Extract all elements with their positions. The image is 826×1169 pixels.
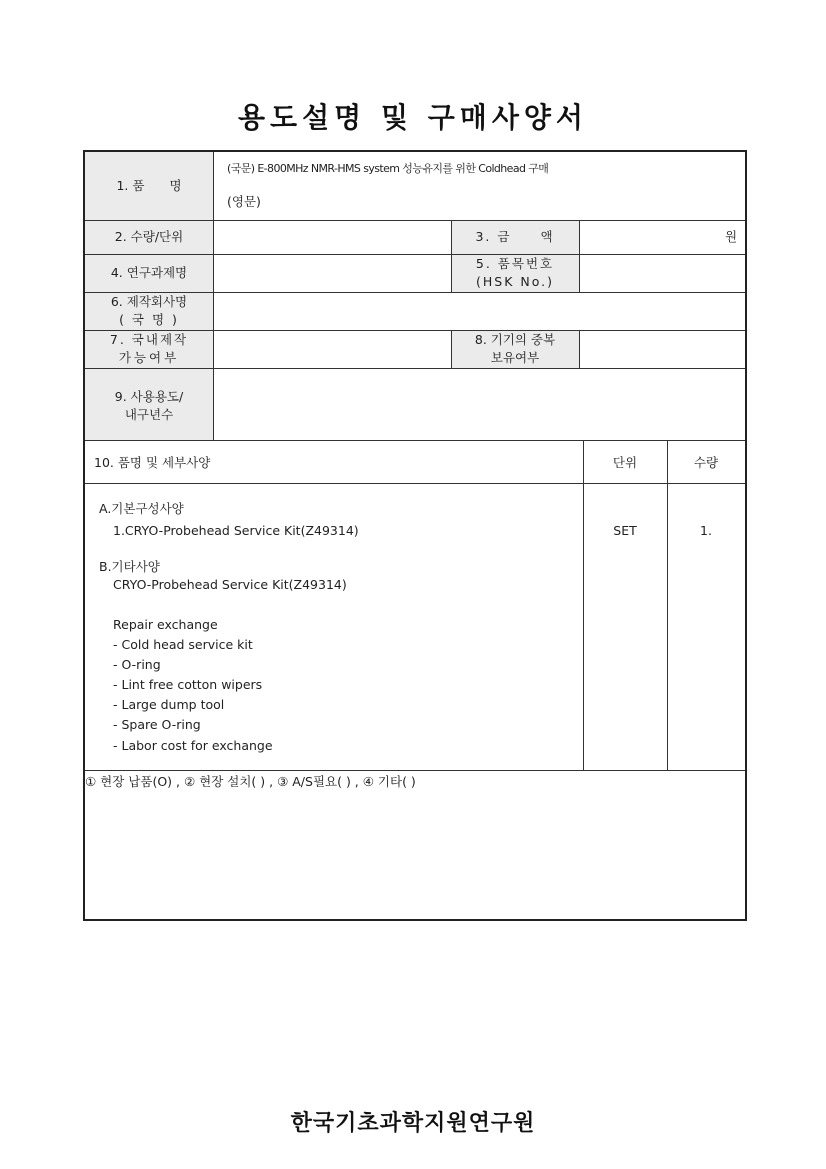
repair-item: - O-ring [113,657,161,672]
manufacturer-label: 6. 제작회사명 [110,294,188,309]
item-name-korean: (국문) E-800MHz NMR-HMS system 성능유지를 위한 Coldhead 구매 [227,162,549,175]
domestic-production-label: 7. 국내제작 [109,332,189,347]
footer-organization: 한국기초과학지원연구원 [290,1111,536,1136]
repair-item: - Large dump tool [113,697,225,712]
repair-item: - Spare O-ring [113,717,201,732]
unit-header: 단위 [612,455,638,470]
item-number-label: 5. 품목번호 [475,256,555,271]
repair-title: Repair exchange [113,617,218,632]
section-a-title: A.기본구성사양 [99,501,184,516]
usage-label: 9. 사용용도/ [114,389,184,404]
spec-form-table [83,150,747,921]
manufacturer-country-label: ( 국 명 ) [119,312,179,327]
durability-label: 내구년수 [124,407,174,422]
amount-currency: 원 [725,229,738,244]
repair-item: - Labor cost for exchange [113,738,273,753]
spec-item-1-unit: SET [613,523,637,538]
repair-item: - Lint free cotton wipers [113,677,263,692]
repair-item: - Cold head service kit [113,637,253,652]
document-title: 용도설명 및 구매사양서 [238,101,588,134]
project-label: 4. 연구과제명 [110,265,188,280]
hsk-number-label: (HSK No.) [475,274,554,289]
duplicate-equipment-label: 8. 기기의 중복 [474,332,556,347]
section-b-item: CRYO-Probehead Service Kit(Z49314) [113,577,347,592]
delivery-options: ① 현장 납품(O) , ② 현장 설치( ) , ③ A/S필요( ) , ④ 기타( ) [85,774,416,789]
amount-label: 3. 금 액 [475,229,555,244]
spec-item-1-quantity: 1. [700,523,712,538]
quantity-header: 수량 [693,455,719,470]
quantity-unit-label: 2. 수량/단위 [114,229,184,244]
item-name-english: (영문) [227,194,261,209]
duplicate-ownership-label: 보유여부 [490,350,540,365]
item-name-label: 1. 품 명 [116,178,182,193]
section-b-title: B.기타사양 [99,559,160,574]
domestic-possibility-label: 가능여부 [118,350,180,365]
spec-item-1: 1.CRYO-Probehead Service Kit(Z49314) [113,523,359,538]
spec-header-label: 10. 품명 및 세부사양 [94,455,211,470]
